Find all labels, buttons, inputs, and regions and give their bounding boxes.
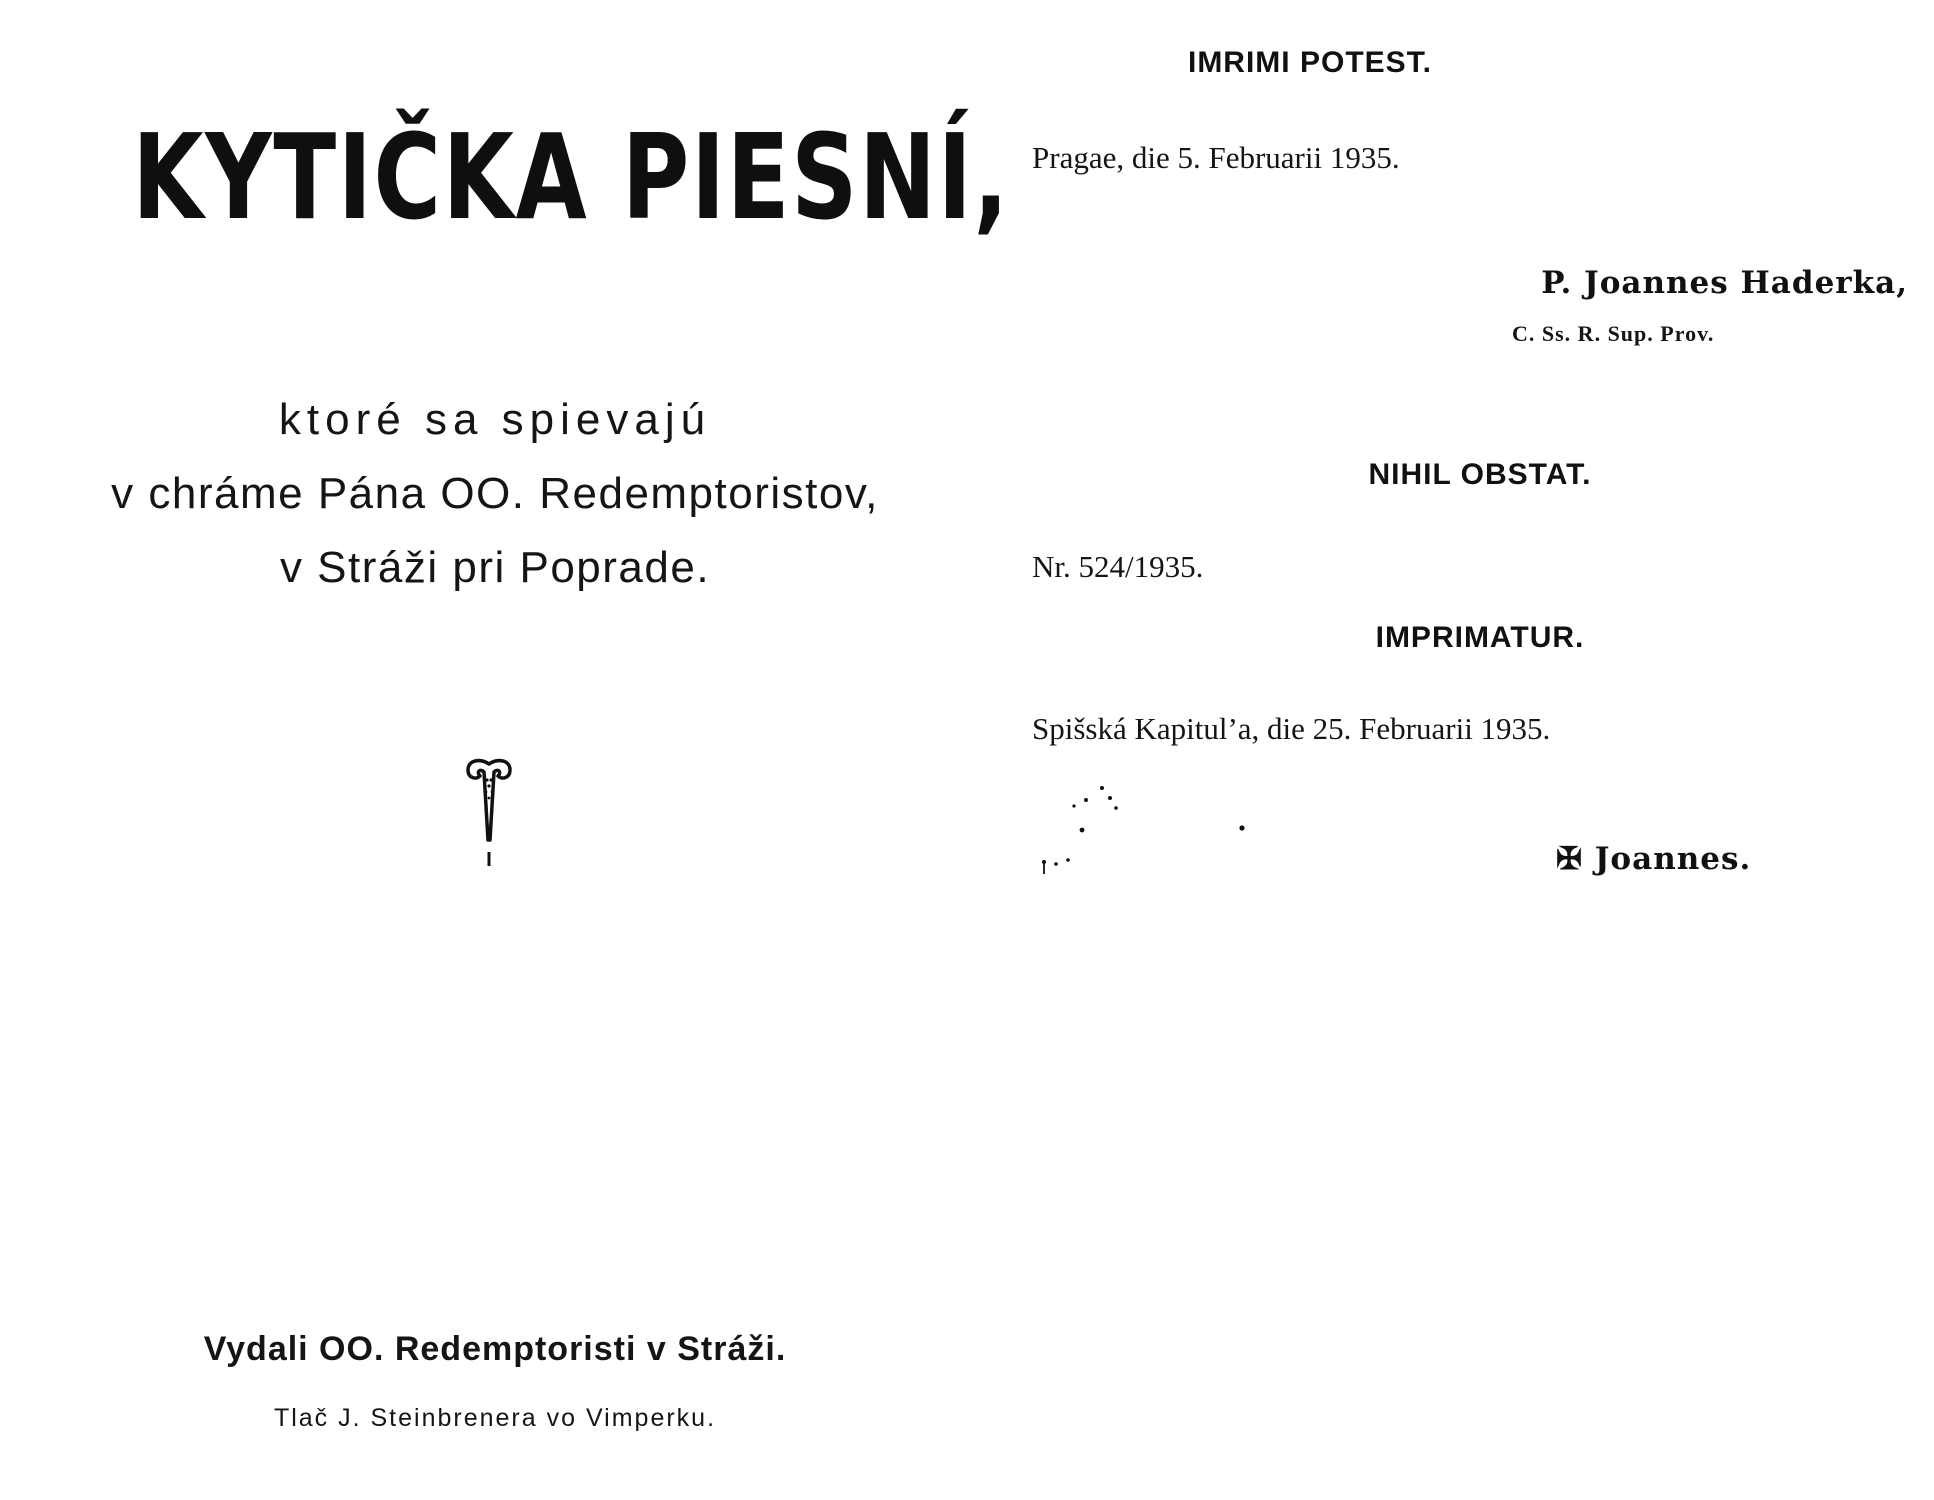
imprimi-place-date: Pragae, die 5. Februarii 1935.: [1032, 140, 1400, 175]
imprimatur-place-date: Spišská Kapitul’a, die 25. Februarii 1935.: [1032, 711, 1551, 746]
imprimi-potest-heading: IMRIMI POTEST.: [1187, 46, 1432, 79]
publisher-line: Vydali OO. Redemptoristi v Stráži.: [203, 1330, 787, 1368]
haderka-signature: P. Joannes Haderka,: [1541, 265, 1908, 301]
ink-specks: [1030, 770, 1270, 880]
right-page: [990, 0, 1934, 1500]
ornament-icon: [462, 756, 516, 868]
subtitle-line-2: v chráme Pána OO. Redemptoristov,: [111, 469, 879, 518]
book-title: KYTIČKA PIESNÍ,: [132, 108, 1010, 246]
nihil-obstat-number: Nr. 524/1935.: [1032, 549, 1204, 584]
imprimatur-heading: IMPRIMATUR.: [1375, 621, 1585, 654]
joannes-signature: ✠ Joannes.: [1556, 841, 1752, 877]
subtitle-line-1: ktoré sa spievajú: [278, 395, 712, 444]
printer-line: Tlač J. Steinbrenera vo Vimperku.: [273, 1404, 717, 1432]
subtitle-line-3: v Stráži pri Poprade.: [279, 543, 711, 592]
nihil-obstat-heading: NIHIL OBSTAT.: [1368, 458, 1592, 491]
haderka-title: C. Ss. R. Sup. Prov.: [1512, 321, 1715, 346]
